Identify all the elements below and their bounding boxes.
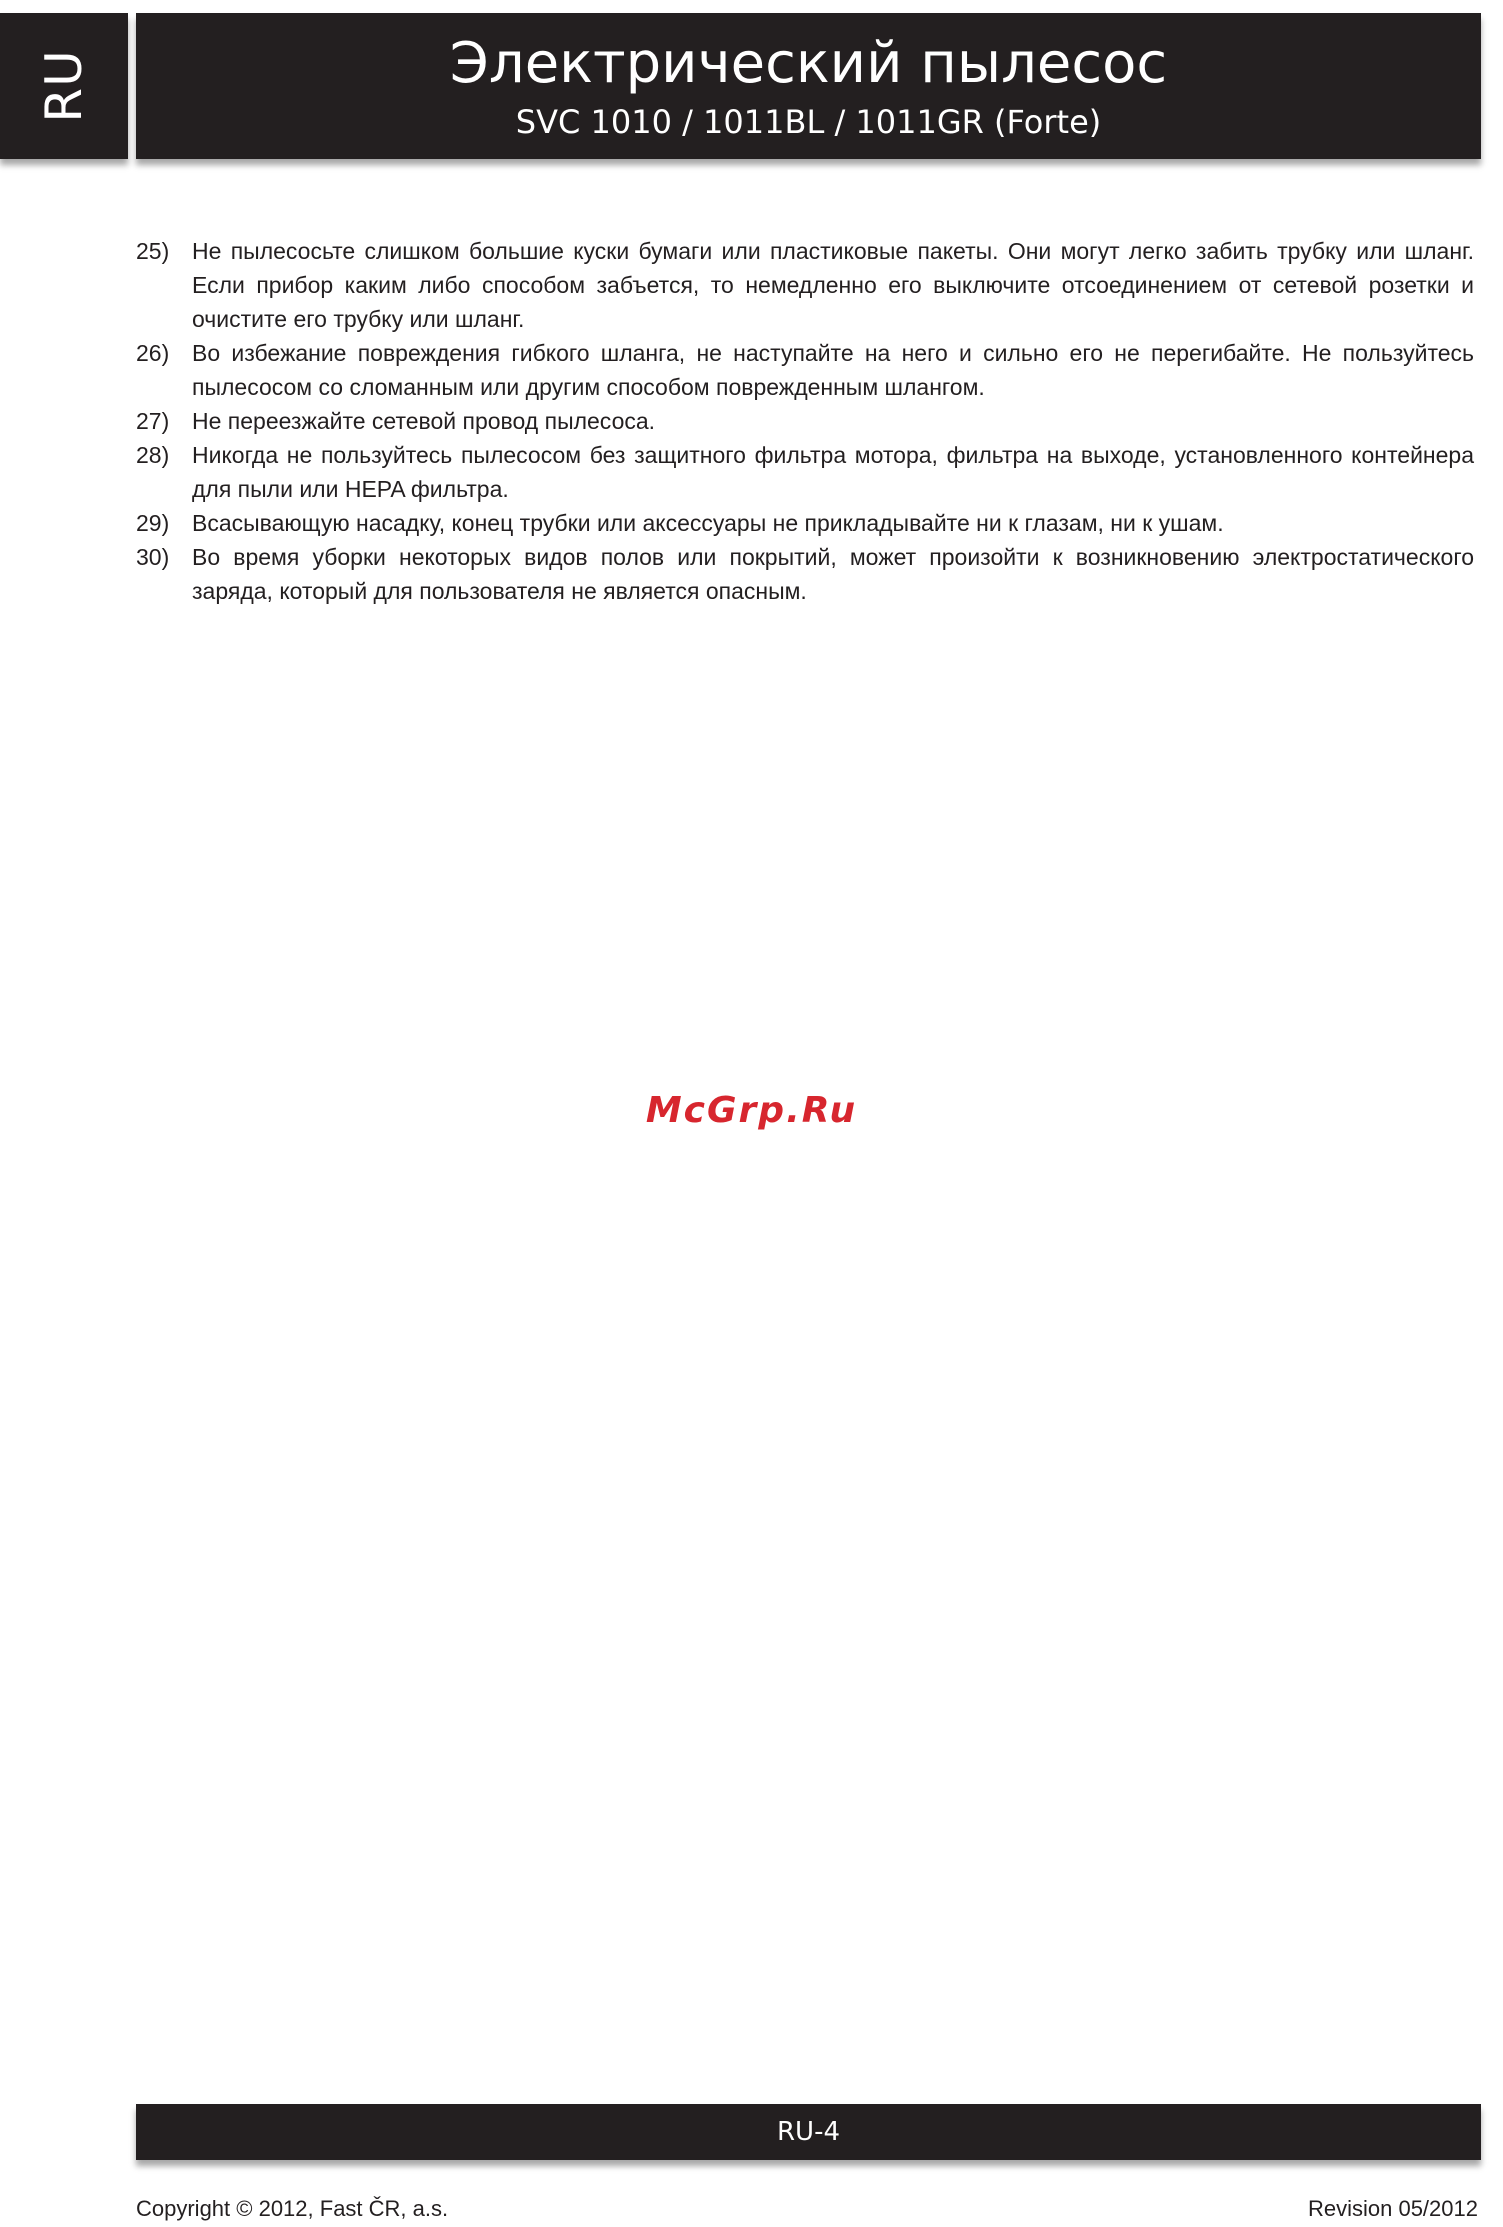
item-text: Не пылесосьте слишком большие куски бумаги или пластиковые пакеты. Они могут легко забить трубку или шланг. Если прибор каким либо способом забъется, то немедленно его выключите отсоединением от сетевой розетки и очистите его трубку или шланг. xyxy=(192,238,1474,332)
list-item xyxy=(136,438,1474,506)
language-tab xyxy=(0,13,128,159)
list-item xyxy=(136,234,1474,336)
language-label: RU xyxy=(35,49,93,123)
item-text: Во избежание повреждения гибкого шланга, не наступайте на него и сильно его не перегибайте. Не пользуйтесь пылесосом со сломанным или другим способом поврежденным шлангом. xyxy=(192,340,1474,400)
watermark: McGrp.Ru xyxy=(645,1090,858,1131)
item-number: 29) xyxy=(136,510,170,536)
list-item xyxy=(136,540,1474,608)
list-item xyxy=(136,506,1474,540)
item-text: Всасывающую насадку, конец трубки или аксессуары не прикладывайте ни к глазам, ни к ушам. xyxy=(192,510,1224,536)
item-text: Не переезжайте сетевой провод пылесоса. xyxy=(192,408,656,434)
page-title: Электрический пылесос xyxy=(449,31,1168,96)
copyright-notice: Copyright © 2012, Fast ČR, a.s. xyxy=(136,2196,449,2221)
list-item xyxy=(136,404,1474,438)
header-bar xyxy=(136,13,1481,159)
safety-instructions-list xyxy=(136,234,1474,608)
revision-label: Revision 05/2012 xyxy=(1307,2196,1478,2221)
item-number: 27) xyxy=(136,408,170,434)
header-mark xyxy=(138,156,150,158)
list-item xyxy=(136,336,1474,404)
item-text: Никогда не пользуйтесь пылесосом без защитного фильтра мотора, фильтра на выходе, установленного контейнера для пыли или HEPA фильтра. xyxy=(192,442,1474,502)
item-number: 26) xyxy=(136,340,170,366)
item-number: 30) xyxy=(136,544,170,570)
model-subtitle: SVC 1010 / 1011BL / 1011GR (Forte) xyxy=(515,103,1102,141)
footer-bar xyxy=(136,2104,1481,2160)
page-number: RU-4 xyxy=(776,2117,841,2147)
item-number: 25) xyxy=(136,238,170,264)
item-text: Во время уборки некоторых видов полов или покрытий, может произойти к возникновению электростатического заряда, который для пользователя не является опасным. xyxy=(192,544,1474,604)
item-number: 28) xyxy=(136,442,170,468)
